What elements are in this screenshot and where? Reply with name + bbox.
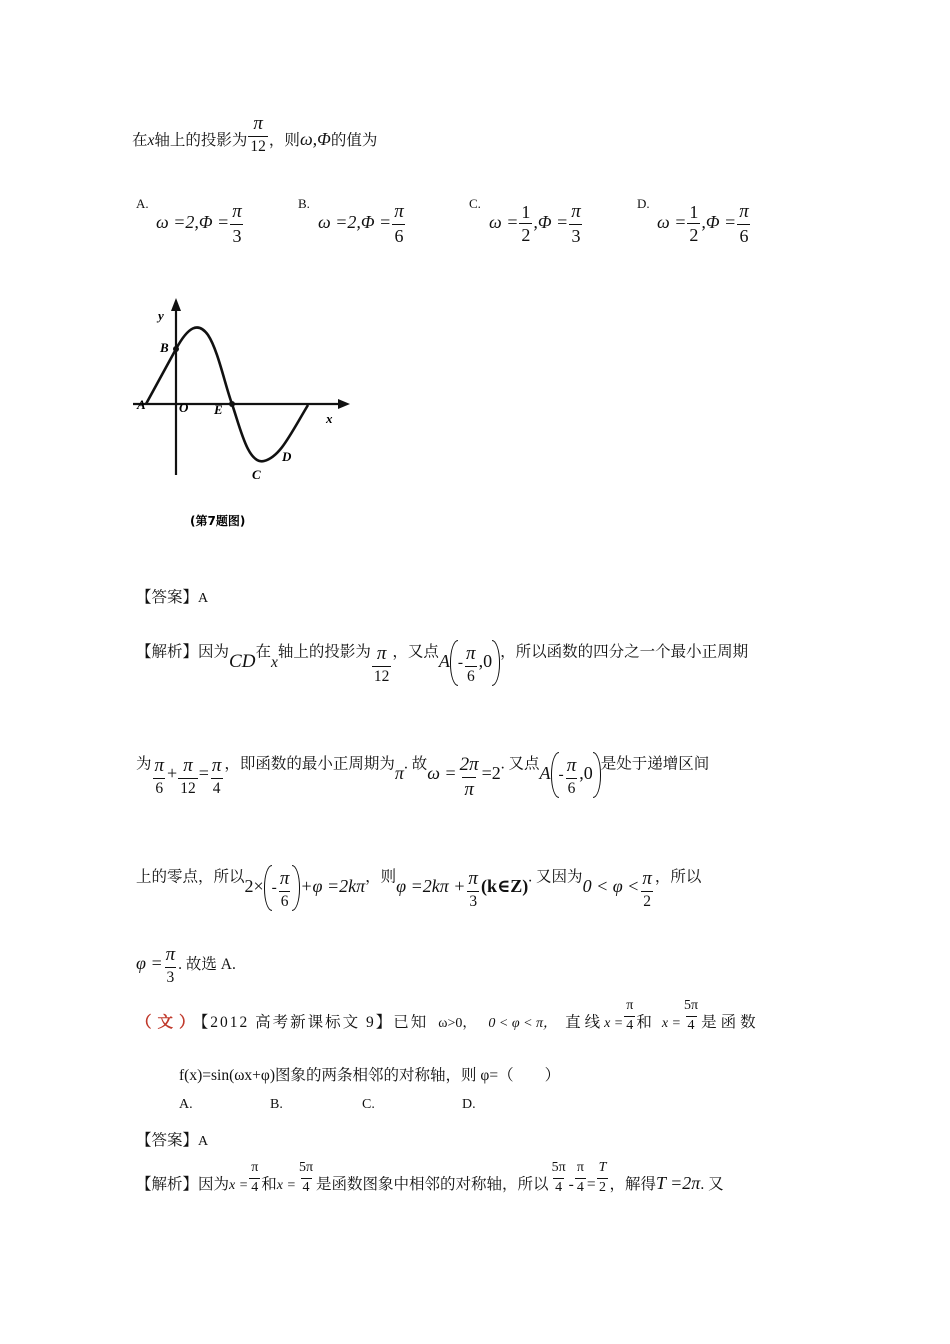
sine-curve bbox=[146, 327, 308, 461]
answer-2 bbox=[136, 1128, 208, 1150]
omega-phi-variables: ω,Φ bbox=[299, 129, 331, 150]
analysis-1-line-2: 为 $\frac{\pi}{6}$ + $\frac{\pi}{12}$ = $\frac{\pi}{4}$ ，即函数的最小正周期为π. 故ω = $\frac{2\pi}{\pi}$ =2. 又点A - $\frac{\pi}{6}$ ,0 是处于递增区间 bbox=[136, 753, 710, 800]
stem-text: ，则 bbox=[268, 132, 300, 150]
analysis-1-line-3: 上的零点，所以2× - $\frac{\pi}{6}$ +φ =2kπ，则φ =2kπ + $\frac{\pi}{3}$ (k∈Z). 又因为0 < φ < $\frac{\pi}{2}$ ，所以 bbox=[136, 855, 701, 901]
q2-choice-c[interactable]: C. bbox=[362, 1097, 375, 1112]
q2-choice-d[interactable]: D. bbox=[462, 1097, 476, 1112]
option-d[interactable] bbox=[637, 195, 650, 213]
label-a: A bbox=[137, 397, 146, 412]
label-e: E bbox=[214, 402, 223, 417]
point-b-dot bbox=[173, 346, 179, 352]
sine-graph-figure bbox=[128, 295, 360, 535]
answer-label: 【答案】 bbox=[136, 1132, 199, 1149]
option-letter: B. bbox=[298, 196, 310, 211]
figure-caption: (第7题图) bbox=[190, 514, 246, 528]
question-source: 【2012 高考新课标文 9】已知 bbox=[200, 1014, 429, 1031]
answer-value: A bbox=[198, 591, 209, 606]
answer-value: A bbox=[198, 1134, 209, 1149]
label-o: O bbox=[179, 400, 189, 415]
stem-text: 的值为 bbox=[330, 132, 378, 150]
analysis-label: 【解析】 bbox=[136, 643, 199, 661]
answer-label: 【答案】 bbox=[136, 589, 199, 606]
x-variable: x bbox=[147, 132, 155, 150]
stem-text: 轴上的投影为 bbox=[154, 132, 248, 150]
analysis-2: 【解析】因为x = $\frac{\pi}{4}$ 和x = $\frac{5\pi}{4}$ 是函数图象中相邻的对称轴，所以 $\frac{5\pi}{4}$ - $\frac{\pi}{4}$ = $\frac{T}{2}$ ，解得T =2π. 又 bbox=[136, 1160, 724, 1195]
question-stem bbox=[132, 113, 378, 155]
answer-1 bbox=[136, 585, 208, 607]
analysis-1-line-4: φ = $\frac{\pi}{3}$ . 故选 A. bbox=[136, 944, 236, 986]
label-d: D bbox=[282, 449, 292, 464]
analysis-label: 【解析】 bbox=[136, 1176, 199, 1193]
q2-choice-a[interactable]: A. bbox=[179, 1097, 193, 1112]
y-axis-arrow bbox=[171, 298, 181, 311]
stem-text: 在 bbox=[132, 132, 148, 150]
x-label: x bbox=[326, 411, 333, 426]
point-e-dot bbox=[229, 401, 235, 407]
option-b-formula: ω =2,Φ = $\frac{\pi}{6}$ bbox=[318, 201, 404, 246]
question-2-line-2: f(x)=sin(ωx+φ)图象的两条相邻的对称轴，则 φ=（ ） bbox=[179, 1067, 561, 1084]
x-axis-arrow bbox=[338, 399, 350, 409]
y-label: y bbox=[158, 308, 164, 323]
q2-choice-b[interactable]: B. bbox=[270, 1097, 283, 1112]
option-letter: A. bbox=[136, 196, 149, 211]
label-b: B bbox=[160, 340, 169, 355]
option-d-formula: ω = $\frac{1}{2}$ ,Φ = $\frac{\pi}{6}$ bbox=[657, 201, 749, 246]
option-c-formula: ω = $\frac{1}{2}$ ,Φ = $\frac{\pi}{3}$ bbox=[489, 201, 581, 246]
option-a[interactable] bbox=[136, 195, 149, 213]
option-letter: D. bbox=[637, 196, 650, 211]
label-c: C bbox=[252, 467, 261, 482]
option-letter: C. bbox=[469, 196, 481, 211]
fraction: $\frac{\pi}{12}$ bbox=[250, 113, 266, 155]
question-2-line-1: （文）【2012 高考新课标文 9】已知 ω>0， 0 < φ < π， 直线x = $\frac{\pi}{4}$ 和 x = $\frac{5\pi}{4}$ 是函数 bbox=[136, 998, 760, 1033]
option-a-formula: ω =2,Φ = $\frac{\pi}{3}$ bbox=[156, 201, 242, 246]
wen-tag: （文） bbox=[136, 1014, 201, 1031]
option-b[interactable] bbox=[298, 195, 310, 213]
option-c[interactable] bbox=[469, 195, 481, 213]
analysis-1-line-1: 【解析】因为CD在x轴上的投影为 $\frac{\pi}{12}$ ，又点A - $\frac{\pi}{6}$ ,0 ，所以函数的四分之一个最小正周期 bbox=[136, 630, 748, 676]
